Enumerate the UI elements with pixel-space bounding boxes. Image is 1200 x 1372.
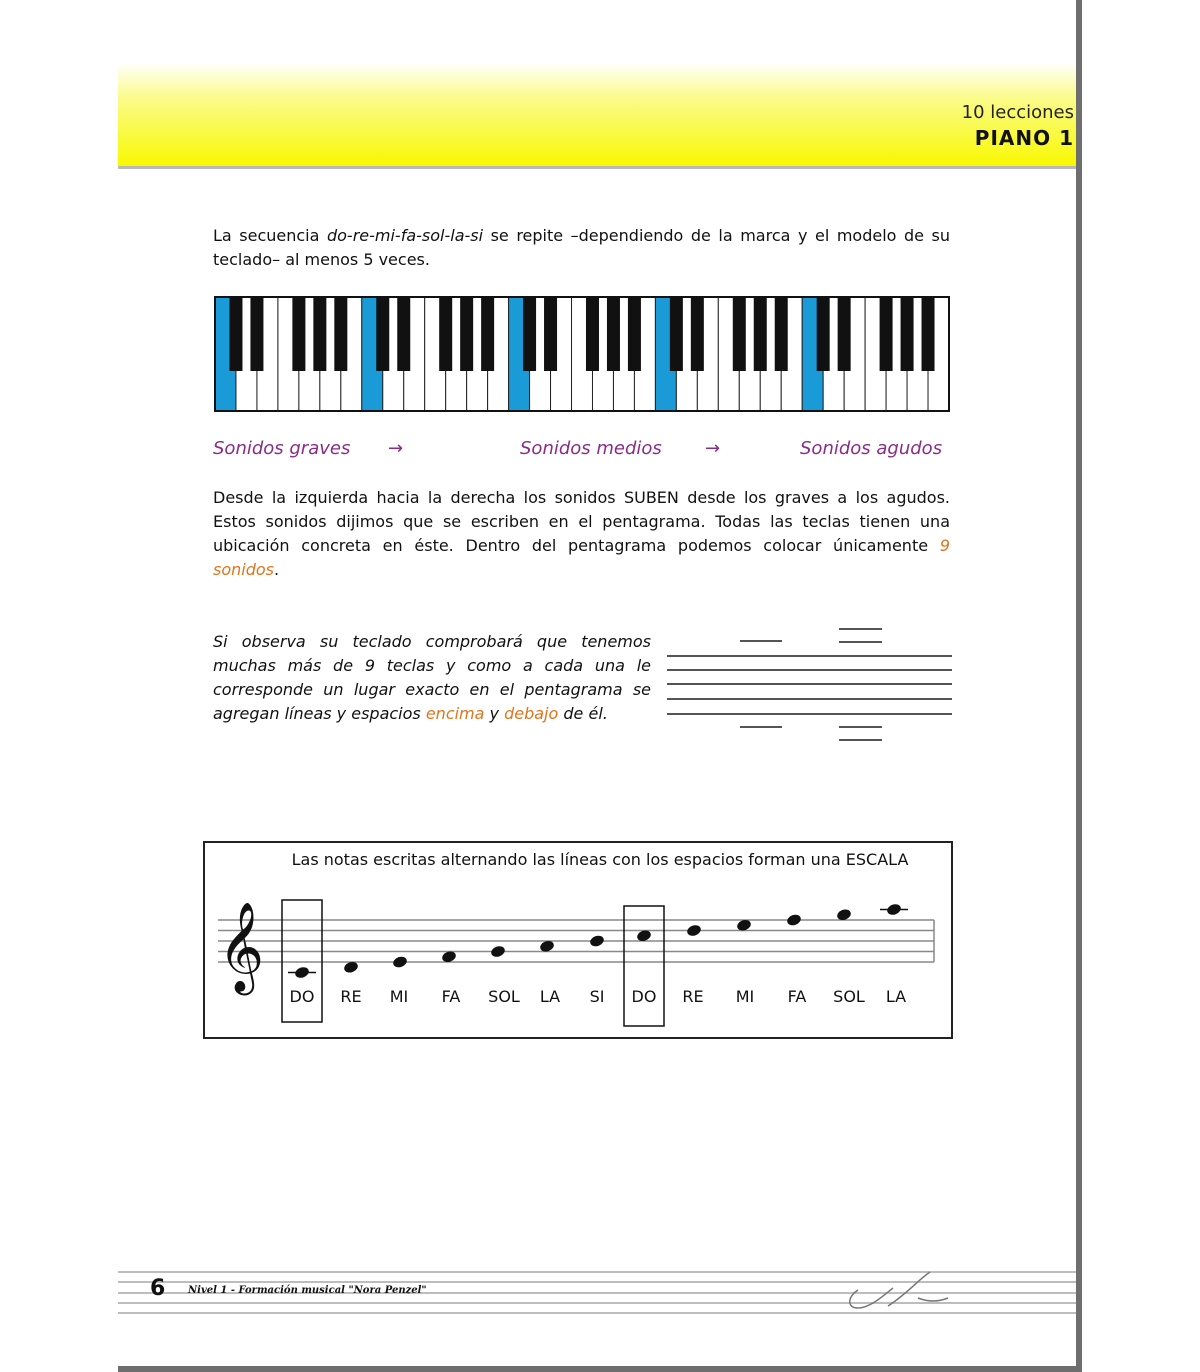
note-head [886,902,903,916]
body-text: Desde la izquierda hacia la derecha los sonidos SUBEN desde los graves a los agudos. Estos sonidos dijimos que se escriben en el pentagrama. Todas las teclas tienen una ubicación concreta en éste. Dentro del pentagrama podemos colocar únicamente [213,488,950,555]
scale-title: Las notas escritas alternando las líneas con los espacios forman una ESCALA [291,850,909,869]
black-key [628,297,641,371]
note-label: SOL [488,987,520,1006]
label-mid-sounds: Sonidos medios [520,438,662,459]
black-key [250,297,263,371]
header-title: PIANO 1 [974,126,1074,150]
scale-staff [204,880,950,1030]
black-key [838,297,851,371]
body-end: . [274,560,280,579]
black-key [817,297,830,371]
black-key [397,297,410,371]
note-head [686,923,703,937]
black-key [544,297,557,371]
footer-text: Nivel 1 - Formación musical "Nora Penzel" [188,1285,427,1296]
note-label: DO [289,987,315,1006]
note-label: RE [682,987,704,1006]
note-label: FA [787,987,807,1006]
piano-keyboard [214,296,950,412]
note-head [490,944,507,958]
intro-text-2: se repite –dependiendo de la marca y el modelo de su teclado– al menos 5 veces. [213,226,950,269]
note-head [392,955,409,969]
note-head [786,913,803,927]
treble-clef-icon: 𝄞 [218,902,265,992]
label-low-sounds: Sonidos graves [213,438,351,459]
note-label: RE [340,987,362,1006]
note-label: MI [389,987,409,1006]
body-highlight: 9 sonidos [213,536,950,579]
black-key [229,297,242,371]
black-key [880,297,893,371]
note-label: MI [735,987,755,1006]
note-label: LA [539,987,561,1006]
black-key [292,297,305,371]
header-band [118,62,1076,169]
black-key [901,297,914,371]
do-highlight-box [624,906,664,1026]
ledger-paragraph [213,630,651,726]
label-high-sounds: Sonidos agudos [800,438,943,459]
intro-solfege: do-re-mi-fa-sol-la-si [326,226,484,245]
note-label: FA [441,987,461,1006]
black-key [523,297,536,371]
note-label: SI [589,987,605,1006]
black-key [313,297,326,371]
page-number: 6 [150,1276,166,1301]
black-key [775,297,788,371]
page-shadow-bottom [118,1366,1082,1372]
header-subtitle: 10 lecciones [961,102,1074,123]
body-paragraph [213,486,950,582]
staff-with-ledger-lines [664,624,954,744]
black-key [670,297,683,371]
ledger-text-3: de él. [558,704,608,723]
black-key [607,297,620,371]
note-label: LA [885,987,907,1006]
note-head [589,934,606,948]
page-shadow-right [1076,0,1082,1372]
black-key [733,297,746,371]
black-key [334,297,347,371]
black-key [922,297,935,371]
black-key [754,297,767,371]
ledger-above: encima [425,704,485,723]
note-label: SOL [833,987,865,1006]
intro-text-1: La secuencia [213,226,327,245]
note-label: DO [631,987,657,1006]
black-key [439,297,452,371]
ledger-text-2: y [484,704,505,723]
black-key [376,297,389,371]
black-key [460,297,473,371]
note-head [294,965,311,979]
ledger-text-1: Si observa su teclado comprobará que tenemos muchas más de 9 teclas y como a cada una le corresponde un lugar exacto en el pentagrama se agregan líneas y espacios [213,632,651,723]
black-key [691,297,704,371]
arrow-icon: → [388,438,404,459]
ledger-below: debajo [504,704,559,723]
arrow-icon: → [705,438,721,459]
black-key [586,297,599,371]
intro-paragraph [213,224,950,272]
black-key [481,297,494,371]
